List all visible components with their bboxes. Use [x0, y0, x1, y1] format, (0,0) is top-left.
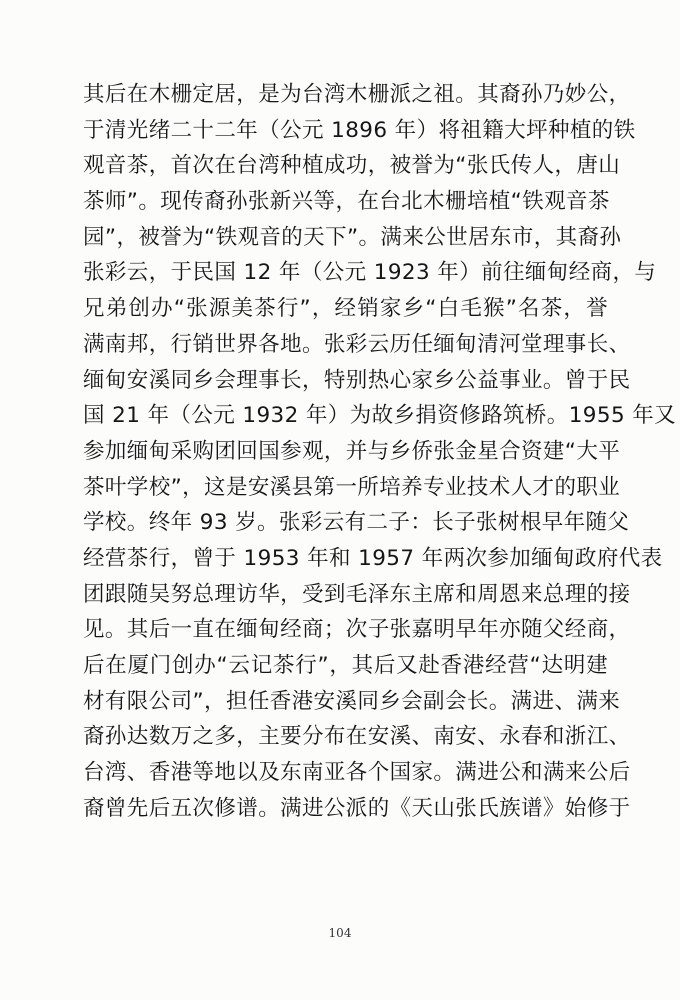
- text-line: 参加缅甸采购团回国参观，并与乡侨张金星合资建“大平: [83, 438, 621, 464]
- text-line: 裔孙达数万之多，主要分布在安溪、南安、永春和浙江、: [83, 724, 631, 750]
- page-number: 104: [328, 926, 352, 940]
- text-line: 茶叶学校”，这是安溪县第一所培养专业技术人才的职业: [83, 474, 621, 500]
- text-line: 见。其后一直在缅甸经商；次子张嘉明早年亦随父经商，: [83, 617, 631, 643]
- text-line: 茶师”。现传裔孙张新兴等，在台北木栅培植“铁观音茶: [83, 189, 610, 215]
- text-line: 团跟随吴努总理访华，受到毛泽东主席和周恩来总理的接: [83, 581, 631, 607]
- body-text: [83, 77, 677, 826]
- text-line: 于清光绪二十二年（公元 1896 年）将祖籍大坪种植的铁: [83, 117, 636, 143]
- text-line: 裔曾先后五次修谱。满进公派的《天山张氏族谱》始修于: [83, 795, 631, 821]
- text-line: 园”，被誉为“铁观音的天下”。满来公世居东市，其裔孙: [83, 224, 622, 250]
- text-line: 其后在木栅定居，是为台湾木栅派之祖。其裔孙乃妙公，: [83, 82, 631, 107]
- text-line: 后在厦门创办“云记茶行”，其后又赴香港经营“达明建: [83, 653, 608, 678]
- text-line: 材有限公司”，担任香港安溪同乡会副会长。满进、满来: [83, 688, 621, 714]
- text-line: 张彩云，于民国 12 年（公元 1923 年）前往缅甸经商，与: [83, 260, 657, 286]
- text-line: 满南邦，行销世界各地。张彩云历任缅甸清河堂理事长、: [83, 331, 631, 357]
- text-line: 国 21 年（公元 1932 年）为故乡捐资修路筑桥。1955 年又: [83, 403, 677, 429]
- text-line: 缅甸安溪同乡会理事长，特别热心家乡公益事业。曾于民: [83, 367, 631, 393]
- text-line: 学校。终年 93 岁。张彩云有二子：长子张树根早年随父: [83, 510, 630, 536]
- text-line: 观音茶，首次在台湾种植成功，被誉为“张氏传人，唐山: [83, 153, 621, 179]
- text-line: 经营茶行，曾于 1953 年和 1957 年两次参加缅甸政府代表: [83, 545, 663, 571]
- text-line: 台湾、香港等地以及东南亚各个国家。满进公和满来公后: [83, 760, 631, 786]
- text-line: 兄弟创办“张源美茶行”，经销家乡“白毛猴”名茶，誉: [83, 296, 608, 322]
